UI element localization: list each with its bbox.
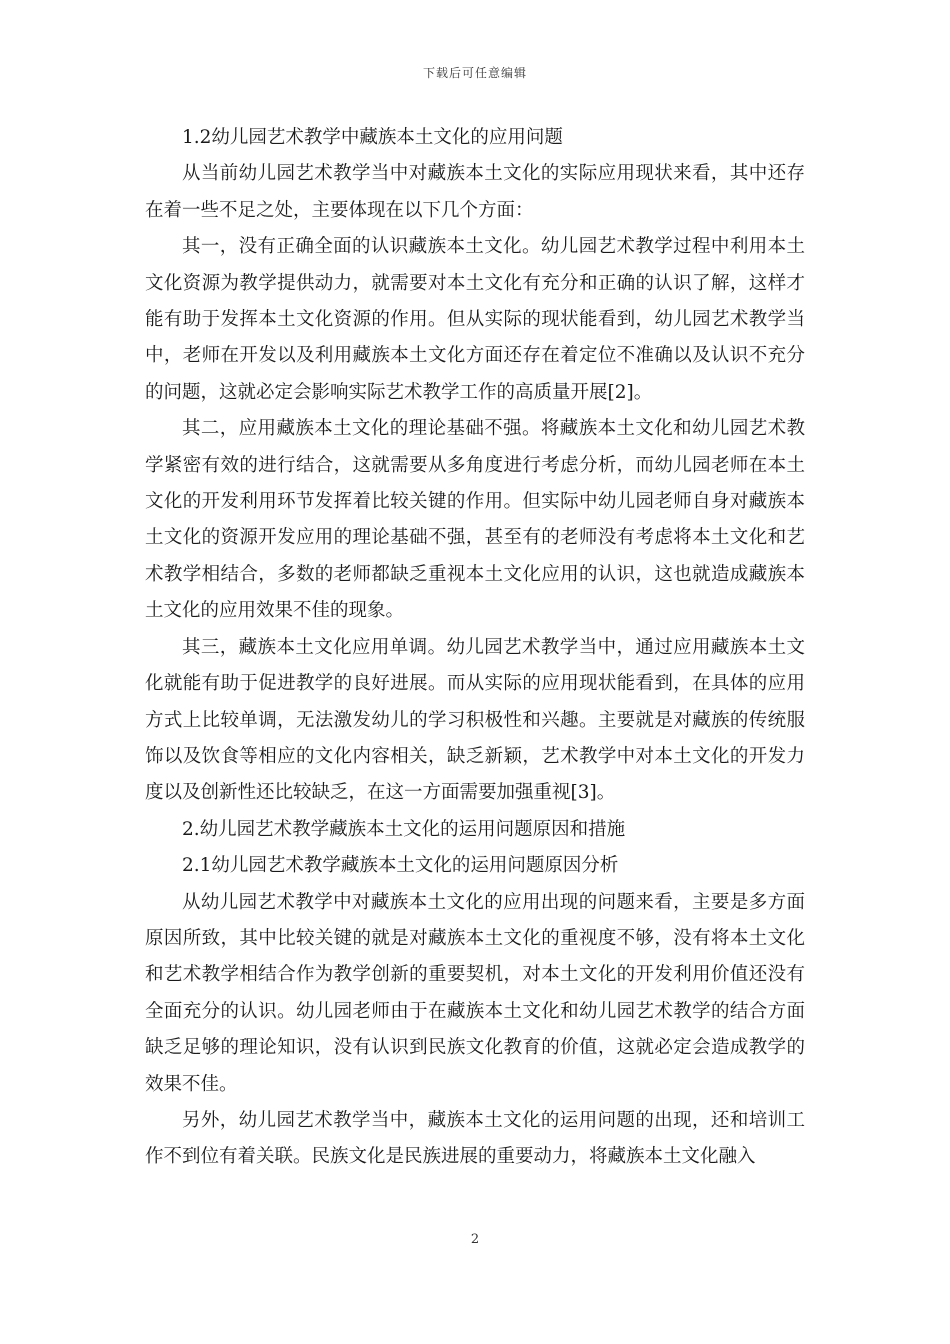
paragraph: 其三，藏族本土文化应用单调。幼儿园艺术教学当中，通过应用藏族本土文化就能有助于促进教学的良好进展。而从实际的应用现状能看到，在具体的应用方式上比较单调，无法激发幼儿的学习积极性和兴趣。主要就是对藏族的传统服饰以及饮食等相应的文化内容相关，缺乏新颖，艺术教学中对本土文化的开发力度以及创新性还比较缺乏，在这一方面需要加强重视[3]。 bbox=[145, 636, 805, 804]
paragraph: 从当前幼儿园艺术教学当中对藏族本土文化的实际应用现状来看，其中还存在着一些不足之处，主要体现在以下几个方面： bbox=[145, 163, 805, 221]
paragraph: 其二，应用藏族本土文化的理论基础不强。将藏族本土文化和幼儿园艺术教学紧密有效的进行结合，这就需要从多角度进行考虑分析，而幼儿园老师在本土文化的开发利用环节发挥着比较关键的作用。但实际中幼儿园老师自身对藏族本土文化的资源开发应用的理论基础不强，甚至有的老师没有考虑将本土文化和艺术教学相结合，多数的老师都缺乏重视本土文化应用的认识，这也就造成藏族本土文化的应用效果不佳的现象。 bbox=[145, 418, 805, 622]
document-body bbox=[145, 120, 805, 1176]
paragraph: 其一，没有正确全面的认识藏族本土文化。幼儿园艺术教学过程中利用本土文化资源为教学提供动力，就需要对本土文化有充分和正确的认识了解，这样才能有助于发挥本土文化资源的作用。但从实际的现状能看到，幼儿园艺术教学当中，老师在开发以及利用藏族本土文化方面还存在着定位不准确以及认识不充分的问题，这就必定会影响实际艺术教学工作的高质量开展[2]。 bbox=[145, 236, 805, 403]
page-number: 2 bbox=[470, 1232, 480, 1247]
section-heading-2: 2.幼儿园艺术教学藏族本土文化的运用问题原因和措施 bbox=[182, 818, 626, 840]
page-header: 下载后可任意编辑 bbox=[422, 66, 527, 80]
paragraph: 从幼儿园艺术教学中对藏族本土文化的应用出现的问题来看，主要是多方面原因所致，其中比较关键的就是对藏族本土文化的重视度不够，没有将本土文化和艺术教学相结合作为教学创新的重要契机，对本土文化的开发利用价值还没有全面充分的认识。幼儿园老师由于在藏族本土文化和幼儿园艺术教学的结合方面缺乏足够的理论知识，没有认识到民族文化教育的价值，这就必定会造成教学的效果不佳。 bbox=[145, 891, 805, 1095]
section-heading-1-2: 1.2幼儿园艺术教学中藏族本土文化的应用问题 bbox=[182, 127, 563, 148]
section-heading-2-1: 2.1幼儿园艺术教学藏族本土文化的运用问题原因分析 bbox=[182, 855, 619, 877]
paragraph: 另外，幼儿园艺术教学当中，藏族本土文化的运用问题的出现，还和培训工作不到位有着关联。民族文化是民族进展的重要动力，将藏族本土文化融入 bbox=[145, 1109, 805, 1168]
